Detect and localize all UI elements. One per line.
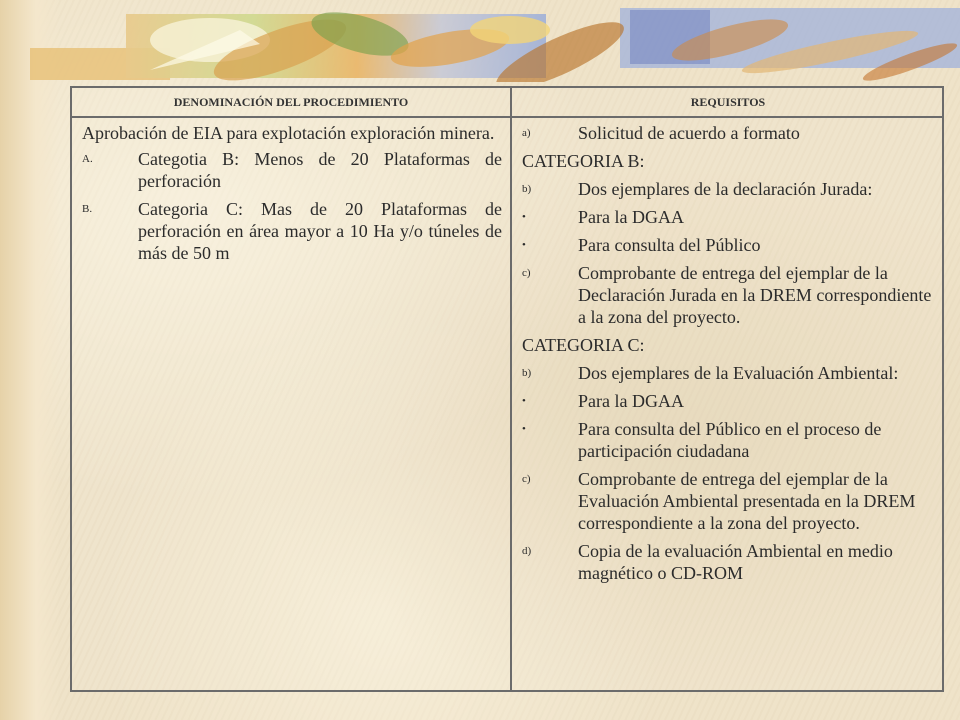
requirements-cell — [522, 122, 940, 590]
procedure-intro: Aprobación de EIA para explotación exploración minera. — [82, 123, 495, 143]
bullet-marker: • — [522, 239, 526, 251]
leaf-banner-graphic — [30, 0, 960, 82]
procedure-item-text: Categotia B: Menos de 20 Plataformas de perforación — [138, 149, 502, 191]
requirement-text: Para consulta del Público — [578, 235, 761, 255]
requirement-text: Solicitud de acuerdo a formato — [578, 123, 800, 143]
procedure-item-a — [82, 148, 502, 192]
requirement-item — [522, 362, 940, 384]
bullet-marker: • — [522, 423, 526, 435]
item-marker: b) — [522, 183, 532, 195]
requirement-item — [522, 418, 940, 462]
requirement-item — [522, 178, 940, 200]
category-b-heading: CATEGORIA B: — [522, 151, 645, 171]
requirement-text: Comprobante de entrega del ejemplar de la Evaluación Ambiental presentada en la DREM correspondiente a la zona del proyecto. — [578, 469, 916, 533]
decorative-leaf-banner — [30, 0, 960, 82]
requirement-item — [522, 468, 940, 534]
category-c-heading: CATEGORIA C: — [522, 335, 645, 355]
requirement-text: Dos ejemplares de la Evaluación Ambiental: — [578, 363, 899, 383]
bullet-marker: • — [522, 211, 526, 223]
item-marker: c) — [522, 473, 531, 485]
requirement-text: Para la DGAA — [578, 207, 684, 227]
requirement-text: Copia de la evaluación Ambiental en medio magnético o CD-ROM — [578, 541, 893, 583]
requirement-text: Para la DGAA — [578, 391, 684, 411]
bullet-marker: • — [522, 395, 526, 407]
requirement-item — [522, 540, 940, 584]
requirement-item — [522, 234, 940, 256]
procedure-item-text: Categoria C: Mas de 20 Plataformas de perforación en área mayor a 10 Ha y/o túneles de más de 50 m — [138, 199, 502, 263]
requirement-text: Para consulta del Público en el proceso de participación ciudadana — [578, 419, 882, 461]
item-marker: d) — [522, 545, 532, 557]
item-marker: B. — [82, 203, 93, 215]
requirement-text: Dos ejemplares de la declaración Jurada: — [578, 179, 873, 199]
item-marker: c) — [522, 267, 531, 279]
procedure-table — [70, 86, 944, 692]
procedure-item-b — [82, 198, 502, 264]
column-header-requirements: REQUISITOS — [690, 95, 766, 109]
requirement-item — [522, 206, 940, 228]
procedure-cell — [82, 122, 502, 270]
item-marker: b) — [522, 367, 532, 379]
item-marker: A. — [82, 153, 93, 165]
requirement-item — [522, 262, 940, 328]
item-marker: a) — [522, 127, 531, 139]
requirement-text: Comprobante de entrega del ejemplar de la Declaración Jurada en la DREM correspondiente a la zona del proyecto. — [578, 263, 932, 327]
requirement-item — [522, 390, 940, 412]
requirement-item — [522, 122, 940, 144]
left-decorative-strip — [0, 0, 60, 720]
header-divider — [72, 116, 942, 118]
column-header-procedure: DENOMINACIÓN DEL PROCEDIMIENTO — [173, 95, 409, 109]
column-divider — [510, 88, 512, 690]
